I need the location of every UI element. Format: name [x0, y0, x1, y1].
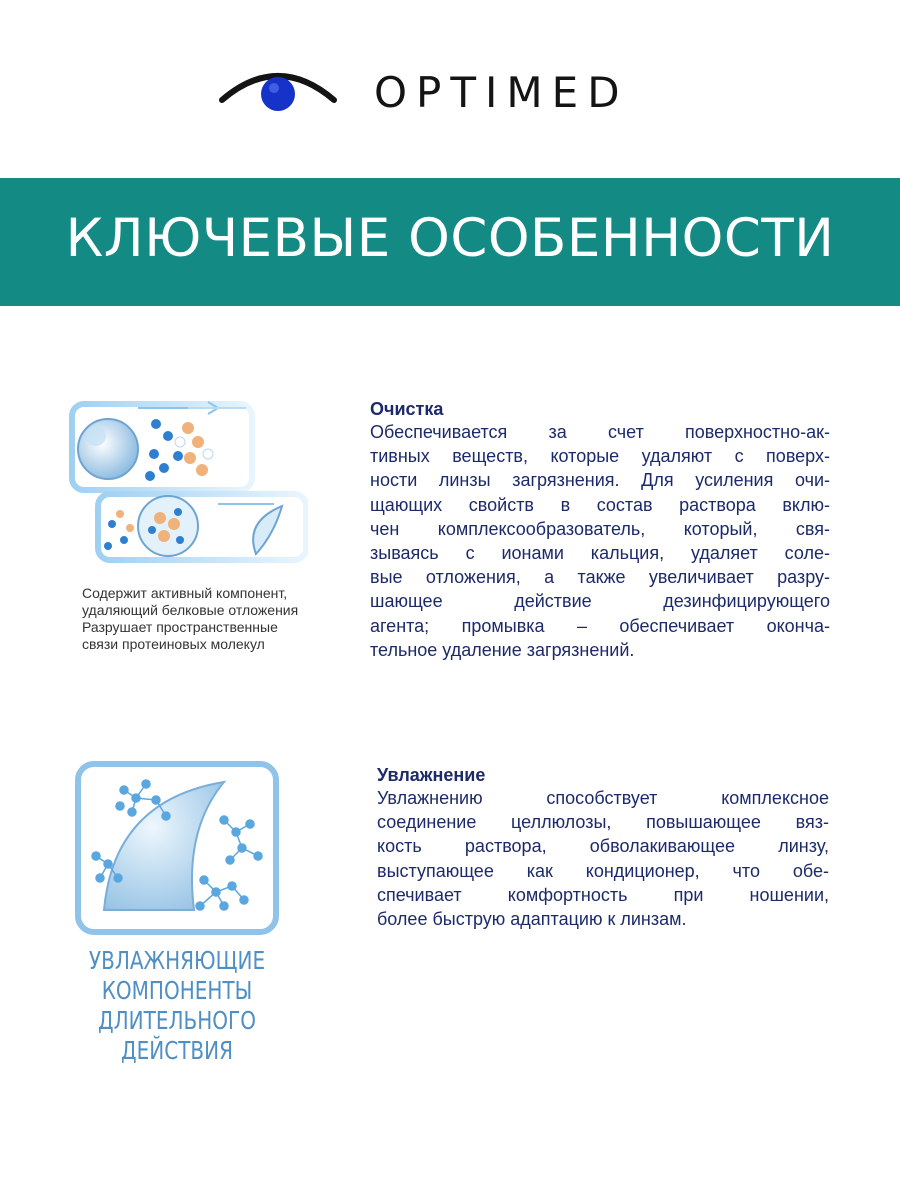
- moisturizing-text-line: соединение целлюлозы, повышающее вяз-: [377, 812, 829, 833]
- cleaning-text-line: зываясь с ионами кальция, удаляет соле-: [370, 543, 830, 564]
- cleaning-text-line: шающее действие дезинфицирующего: [370, 591, 830, 612]
- moisturizing-section: [377, 764, 829, 931]
- moisturizing-title: Увлажнение: [377, 765, 486, 785]
- brand-name: OPTIMED: [374, 68, 629, 117]
- caption-line: Содержит активный компонент,: [82, 585, 288, 601]
- moisturizing-text-line: спечивает комфортность при ношении,: [377, 884, 829, 905]
- caption-line: удаляющий белковые отложения: [82, 602, 299, 618]
- cleaning-text-line: щающих свойств в состав раствора вклю-: [370, 494, 830, 515]
- moisturizing-text-line: Увлажнению способствует комплексное: [377, 788, 829, 808]
- caption-line: связи протеиновых молекул: [82, 636, 265, 652]
- cleaning-text-line: тельное удаление загрязнений.: [370, 639, 635, 660]
- label-line: УВЛАЖНЯЮЩИЕ: [88, 946, 266, 975]
- cleaning-text-line: тивных веществ, которые удаляют с поверх-: [370, 446, 830, 467]
- moisturizing-text-line: кость раствора, обволакивающее линзу,: [377, 836, 829, 857]
- title-banner: [0, 178, 900, 306]
- label-line: КОМПОНЕНТЫ: [101, 976, 253, 1005]
- label-line: ДЕЙСТВИЯ: [121, 1036, 233, 1065]
- illustration-caption: [82, 585, 322, 653]
- eye-logo-icon: [218, 66, 338, 112]
- protein-removal-illustration: [68, 394, 308, 564]
- moisturizing-text-line: более быструю адаптацию к линзам.: [377, 909, 687, 930]
- label-line: ДЛИТЕЛЬНОГО: [98, 1006, 256, 1035]
- moisturizing-lens-illustration: [74, 760, 280, 936]
- caption-line: Разрушает пространственные: [82, 619, 278, 635]
- cleaning-title: Очистка: [370, 399, 444, 419]
- page-title: КЛЮЧЕВЫЕ ОСОБЕННОСТИ: [65, 208, 835, 269]
- header-logo: [0, 62, 900, 122]
- moisturizing-text-line: выступающее как кондиционер, что обе-: [377, 860, 829, 881]
- cleaning-text-line: Обеспечивается за счет поверхностно-ак-: [370, 422, 830, 442]
- cleaning-text-line: чен комплексообразователь, который, свя-: [370, 518, 830, 539]
- cleaning-text-line: ности линзы загрязнения. Для усиления очи-: [370, 470, 830, 491]
- cleaning-text-line: вые отложения, а также увеличивает разру-: [370, 567, 830, 588]
- cleaning-text-line: агента; промывка – обеспечивает оконча-: [370, 615, 830, 636]
- cleaning-section: [370, 398, 830, 662]
- moisturizing-label: [87, 946, 268, 1066]
